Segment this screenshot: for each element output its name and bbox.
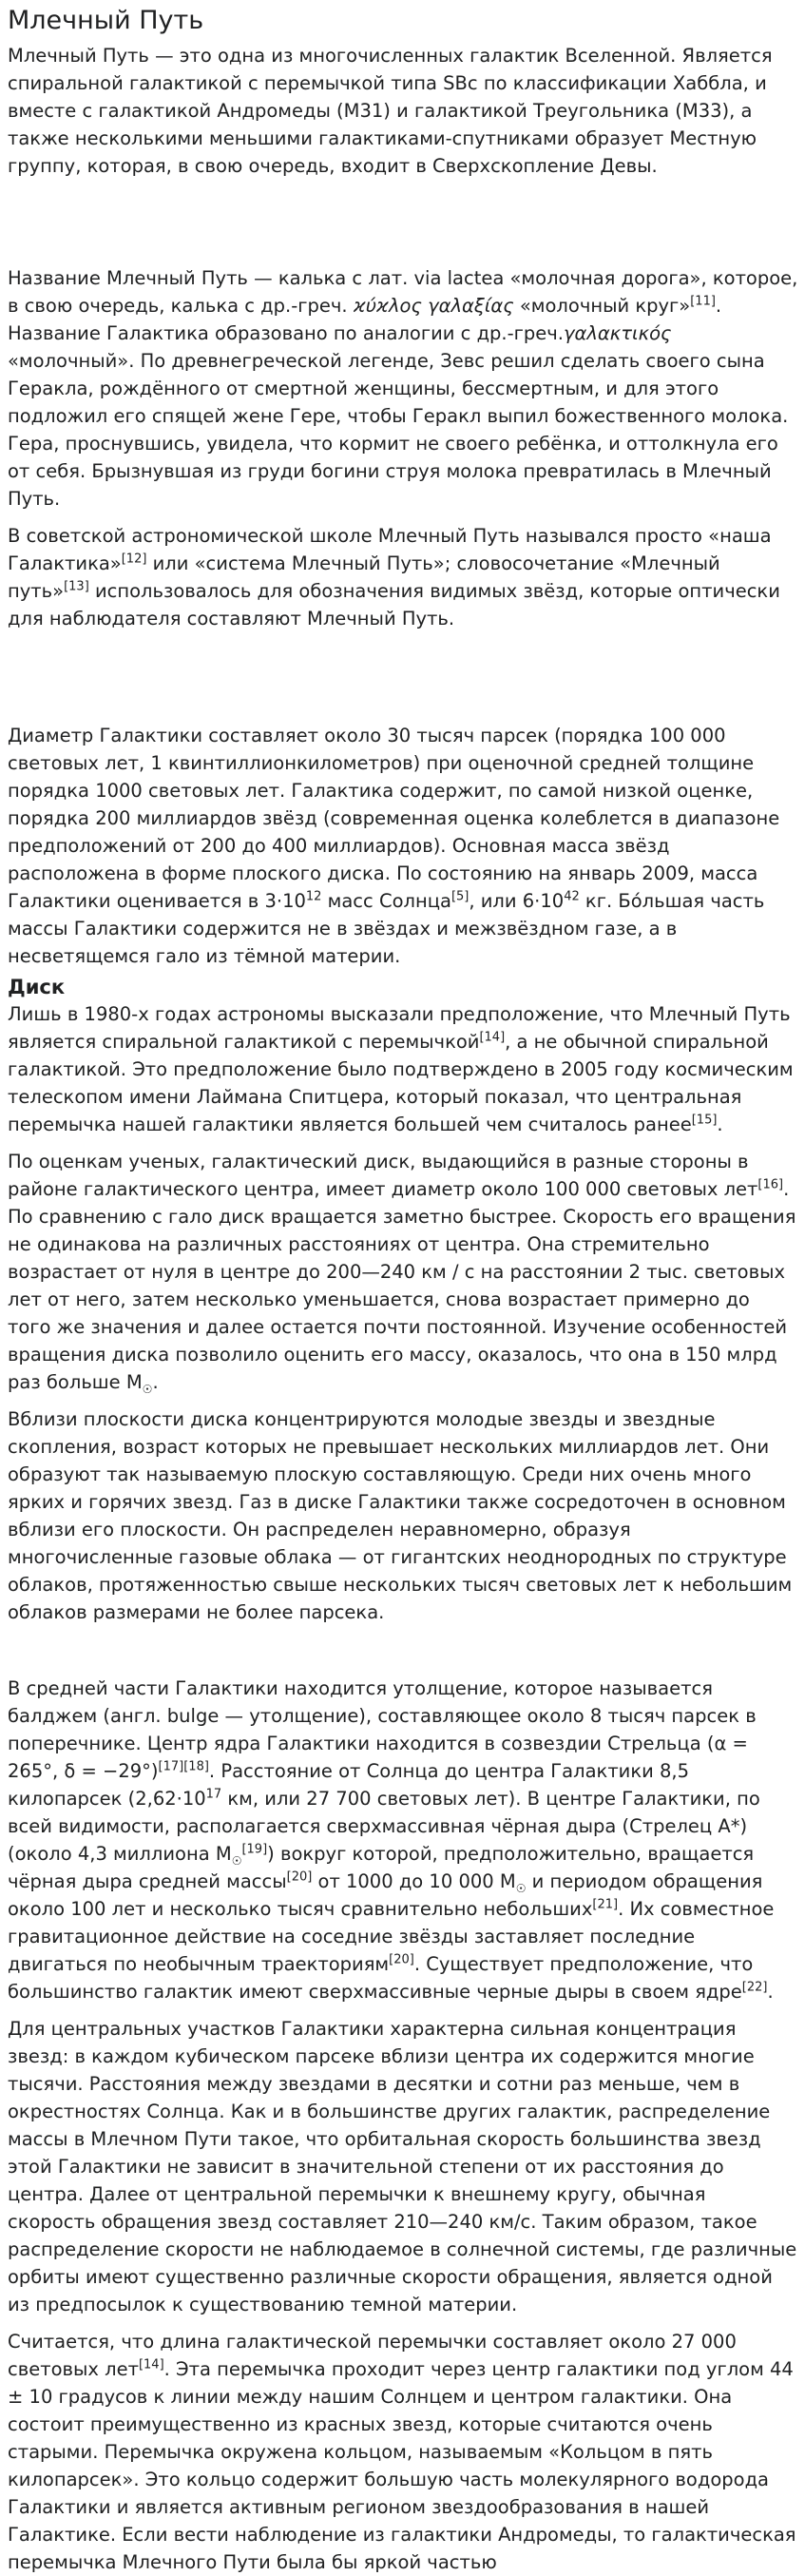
disk-history-paragraph: Лишь в 1980-х годах астрономы высказали предположение, что Млечный Путь является спиральной галактикой с перемычкой[14], а не обычной спиральной галактикой. Это предположение было подтверждено в 2005 году космическим телескопом имени Лаймана Спитцера, который показал, что центральная перемычка нашей галактики является большей чем считалось ранее[15]. xyxy=(8,1003,794,1135)
disk-rotation-paragraph: По оценкам ученых, галактический диск, выдающийся в разные стороны в районе галактического центра, имеет диаметр около 100 000 световых лет[16]. По сравнению с гало диск вращается заметно быстрее. Скорость его вращения не одинакова на различных расстояниях от центра. Она стремительно возрастает от нуля в центре до 200—240 км / с на расстоянии 2 тыс. световых лет от него, затем несколько уменьшается, снова возрастает примерно до того же значения и далее остается почти постоянной. Изучение особенностей вращения диска позволило оценить его массу, оказалось, что она в 150 млрд раз больше $M_☉$. xyxy=(8,1151,796,1396)
bar-paragraph: Считается, что длина галактической перемычки составляет около 27 000 световых лет[14]. Эта перемычка проходит через центр галактики под углом 44 ± 10 градусов к линии между нашим Солнцем и центром галактики. Она состоит преимущественно из красных звезд, которые считаются очень старыми. Перемычка окружена кольцом, называемым «Кольцом в пять килопарсек». Это кольцо содержит большую часть молекулярного водорода Галактики и является активным регионом звездообразования в нашей Галактике. Если вести наблюдение из галактики Андромеды, то галактическая перемычка Млечного Пути была бы яркой частью xyxy=(8,2331,796,2573)
exponent: 12 xyxy=(305,889,322,904)
greek-term: ϰύϰλος γαλαξίας xyxy=(353,295,514,317)
greek-term: γαλακτικός xyxy=(564,322,672,344)
spacer xyxy=(8,642,798,722)
citation-link[interactable]: [11] xyxy=(690,294,716,309)
dimensions-paragraph: Диаметр Галактики составляет около 30 тысяч парсек (порядка 100 000 световых лет, 1 квинтиллионкилометров) при оценочной средней толщине порядка 1000 световых лет. Галактика содержит, по самой низкой оценке, порядка 200 миллиардов звёзд (современная оценка колеблется в диапазоне предположений от 200 до 400 миллиардов). Основная масса звёзд расположена в форме плоского диска. По состоянию на январь 2009, масса Галактики оценивается в $3\cdot 10^{12}$ масс Солнца[5], или $6\cdot 10^{42}$ кг. Бо́льшая часть массы Галактики содержится не в звёздах и межзвёздном газе, а в несветящемся гало из тёмной материи. xyxy=(8,725,780,967)
citation-link[interactable]: [15] xyxy=(691,1113,718,1128)
exponent: 42 xyxy=(564,889,580,904)
citation-link[interactable]: [21] xyxy=(592,1897,619,1912)
citation-link[interactable]: [17][18] xyxy=(158,1759,209,1774)
etymology-paragraph: Название Млечный Путь — калька с лат. via lactea «молочная дорога», которое, в свою очередь, калька с др.-греч. ϰύϰλος γαλαξίας «молочный круг»[11]. Название Галактика образовано по аналогии с др.-греч.γαλακτικός «молочный». По древнегреческой легенде, Зевс решил сделать своего сына Геракла, рождённого от смертной женщины, бессмертным, и для этого подложил его спящей жене Гере, чтобы Геракл выпил божественного молока. Гера, проснувшись, увидела, что кормит не своего ребёнка, и оттолкнула его от себя. Брызнувшая из груди богини струя молока превратилась в Млечный Путь. xyxy=(8,267,798,510)
citation-link[interactable]: [13] xyxy=(64,579,89,594)
citation-link[interactable]: [14] xyxy=(479,1030,506,1045)
page-title: Млечный Путь xyxy=(8,6,204,35)
citation-link[interactable]: [20] xyxy=(389,1952,414,1967)
citation-link[interactable]: [20] xyxy=(286,1869,313,1885)
citation-link[interactable]: [5] xyxy=(450,889,470,904)
bulge-paragraph: В средней части Галактики находится утолщение, которое называется балджем (англ. bulge — утолщение), составляющее около 8 тысяч парсек в поперечнике. Центр ядра Галактики находится в созвездии Стрельца (α = 265°, δ = −29°)[17][18]. Расстояние от Солнца до центра Галактики 8,5 килопарсек ($2,62\cdot 10^{17}$ км, или 27 700 световых лет). В центре Галактики, по всей видимости, располагается сверхмассивная чёрная дыра (Стрелец A*) (около 4,3 миллиона $M_☉[19]$) вокруг которой, предположительно, вращается чёрная дыра средней массы[20] от 1000 до 10 000 $M_☉$ и периодом обращения около 100 лет и несколько тысяч сравнительно небольших[21]. Их совместное гравитационное действие на соседние звёзды заставляет последние двигаться по необычным траекториям[20]. Существует предположение, что большинство галактик имеют сверхмассивные черные дыры в своем ядре[22]. xyxy=(8,1677,775,2003)
section-heading-disk: Диск xyxy=(8,976,66,998)
article xyxy=(0,4,805,2576)
intro-paragraph: Млечный Путь — это одна из многочисленных галактик Вселенной. Является спиральной галактикой с перемычкой типа SBc по классификации Хаббла, и вместе с галактикой Андромеды (M31) и галактикой Треугольника (M33), а также несколькими меньшими галактиками-спутниками образует Местную группу, которая, в свою очередь, входит в Сверхскопление Девы. xyxy=(8,45,773,177)
spacer xyxy=(8,1636,798,1675)
exponent: 17 xyxy=(205,1787,222,1802)
citation-link[interactable]: [19] xyxy=(241,1842,268,1857)
sun-symbol: ☉ xyxy=(515,1881,527,1895)
citation-link[interactable]: [16] xyxy=(757,1177,784,1192)
sun-symbol: ☉ xyxy=(231,1853,242,1868)
disk-stars-paragraph: Вблизи плоскости диска концентрируются молодые звезды и звездные скопления, возраст которых не превышает нескольких миллиардов лет. Они образуют так называемую плоскую составляющую. Среди них очень много ярких и горячих звезд. Газ в диске Галактики также сосредоточен в основном вблизи его плоскости. Он распределен неравномерно, образуя многочисленные газовые облака — от гигантских неоднородных по структуре облаков, протяженностью свыше нескольких тысяч световых лет к небольшим облаков размерами не более парсека. xyxy=(8,1408,793,1623)
citation-link[interactable]: [14] xyxy=(138,2357,164,2373)
soviet-naming-paragraph: В советской астрономической школе Млечный Путь назывался просто «наша Галактика»[12] или «система Млечный Путь»; словосочетание «Млечный путь»[13] использовалось для обозначения видимых звёзд, которые оптически для наблюдателя составляют Млечный Путь. xyxy=(8,525,780,629)
central-region-paragraph: Для центральных участков Галактики характерна сильная концентрация звезд: в каждом кубическом парсеке вблизи центра их содержится многие тысячи. Расстояния между звездами в десятки и сотни раз меньше, чем в окрестностях Солнца. Как и в большинстве других галактик, распределение массы в Млечном Пути такое, что орбитальная скорость большинства звезд этой Галактики не зависит в значительной степени от их расстояния до центра. Далее от центральной перемычки к внешнему кругу, обычная скорость обращения звезд составляет 210—240 км/с. Таким образом, такое распределение скорости не наблюдаемое в солнечной системы, где различные орбиты имеют существенно различные скорости обращения, является одной из предпосылок к существованию темной материи. xyxy=(8,2018,797,2315)
citation-link[interactable]: [22] xyxy=(741,1980,768,1995)
sun-symbol: ☉ xyxy=(142,1382,153,1396)
citation-link[interactable]: [12] xyxy=(121,552,147,567)
spacer xyxy=(8,189,798,264)
